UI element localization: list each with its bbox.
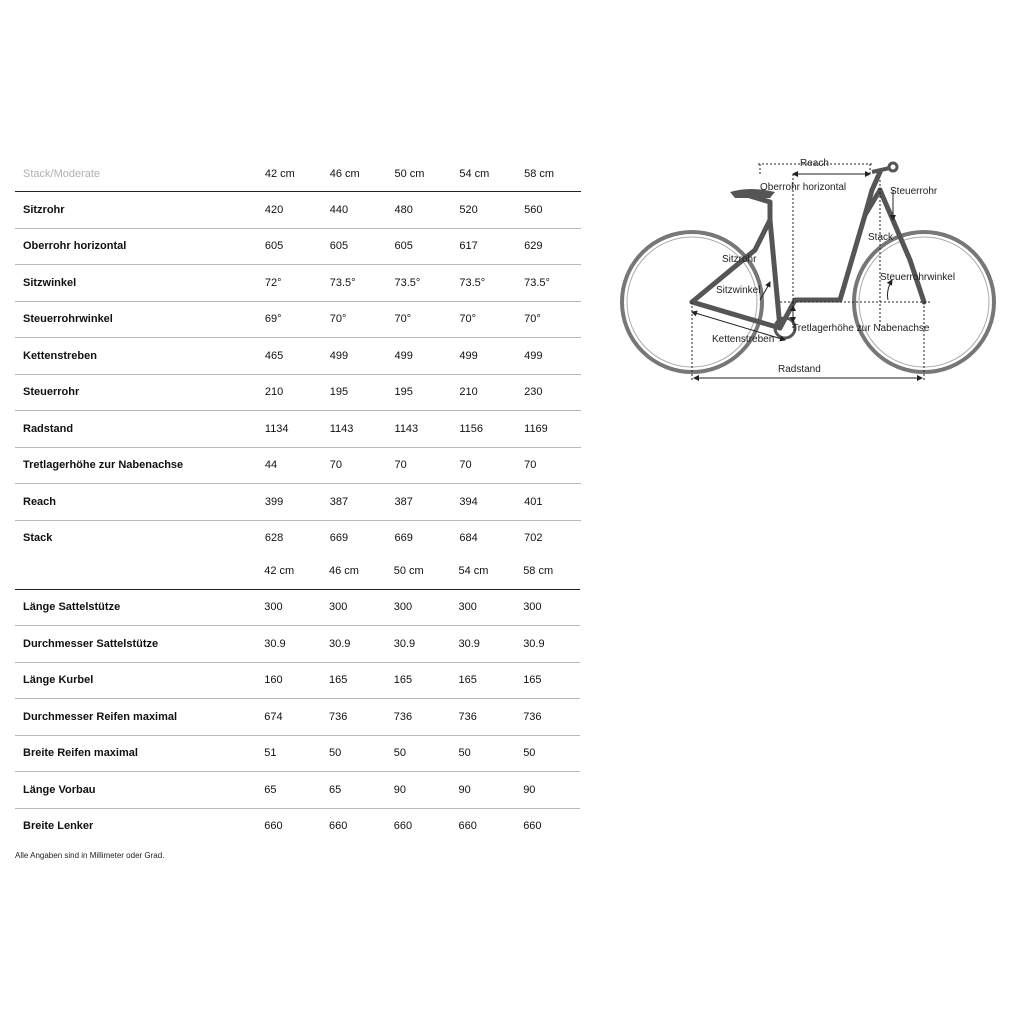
table-row	[15, 772, 580, 809]
cell-value: 70°	[322, 301, 387, 338]
cell-value: 65	[256, 772, 321, 809]
components-table-body	[15, 553, 580, 844]
row-label: Länge Vorbau	[15, 772, 256, 809]
cell-value: 499	[516, 338, 581, 375]
cell-value: 674	[256, 699, 321, 736]
label-sitzrohr: Sitzrohr	[722, 254, 757, 265]
cell-value: 165	[386, 662, 451, 699]
row-label: Durchmesser Reifen maximal	[15, 699, 256, 736]
table-row	[15, 626, 580, 663]
column-header: 54 cm	[451, 157, 516, 192]
table-row	[15, 301, 581, 338]
row-label: Durchmesser Sattelstütze	[15, 626, 256, 663]
table-row	[15, 699, 580, 736]
cell-value: 736	[515, 699, 580, 736]
cell-value: 30.9	[515, 626, 580, 663]
cell-value: 70°	[451, 301, 516, 338]
cell-value: 50	[321, 735, 386, 772]
cell-value: 165	[321, 662, 386, 699]
row-label: Steuerrohr	[15, 374, 257, 411]
cell-value: 394	[451, 484, 516, 521]
cell-value: 65	[321, 772, 386, 809]
table-row	[15, 265, 581, 302]
cell-value: 440	[322, 192, 387, 229]
table-header-spacer	[15, 553, 256, 589]
row-label: Breite Lenker	[23, 820, 94, 833]
cell-value: 90	[515, 772, 580, 809]
cell-value: 660	[458, 820, 477, 833]
cell-value: 70°	[516, 301, 581, 338]
geometry-table	[15, 157, 581, 556]
cell-value: 195	[387, 374, 452, 411]
cell-value: 73.5°	[387, 265, 452, 302]
cell-value: 70	[516, 447, 581, 484]
row-label: Länge Kurbel	[15, 662, 256, 699]
row-label: Radstand	[15, 411, 257, 448]
column-header: 46 cm	[322, 157, 387, 192]
cell-value: 44	[257, 447, 322, 484]
cell-value: 465	[257, 338, 322, 375]
cell-value: 669	[329, 532, 349, 545]
cell-value: 70	[387, 447, 452, 484]
table-row	[15, 192, 581, 229]
cell-value: 50	[450, 735, 515, 772]
cell-value: 90	[450, 772, 515, 809]
handlebar	[872, 163, 897, 172]
cell-value: 73.5°	[451, 265, 516, 302]
cell-value: 684	[459, 532, 478, 545]
cell-value: 387	[322, 484, 387, 521]
row-label: Tretlagerhöhe zur Nabenachse	[15, 447, 257, 484]
row-label: Sitzwinkel	[15, 265, 257, 302]
cell-value: 73.5°	[322, 265, 387, 302]
cell-value: 69°	[257, 301, 322, 338]
cell-value: 660	[328, 820, 348, 833]
cell-value: 30.9	[256, 626, 321, 663]
cell-value: 1143	[387, 411, 452, 448]
column-header: 42 cm	[257, 157, 322, 192]
cell-value: 165	[450, 662, 515, 699]
label-reach: Reach	[800, 158, 829, 169]
cell-value: 660	[523, 820, 542, 833]
table-row	[15, 735, 580, 772]
table-row	[15, 484, 581, 521]
cell-value: 480	[387, 192, 452, 229]
cell-value: 387	[387, 484, 452, 521]
components-table	[15, 553, 580, 844]
cell-value: 195	[322, 374, 387, 411]
cell-value: 90	[386, 772, 451, 809]
cell-value: 605	[257, 228, 322, 265]
footnote: Alle Angaben sind in Millimeter oder Grad.	[15, 851, 165, 860]
column-header: 42 cm	[256, 553, 321, 589]
cell-value: 702	[524, 532, 543, 545]
row-label: Länge Sattelstütze	[15, 589, 256, 626]
label-radstand: Radstand	[778, 364, 821, 375]
label-stack: Stack	[868, 232, 894, 243]
cell-value: 669	[394, 532, 413, 545]
row-label: Reach	[15, 484, 257, 521]
cell-value: 401	[516, 484, 581, 521]
cell-value: 736	[386, 699, 451, 736]
label-steuerrohr: Steuerrohr	[890, 186, 938, 197]
cell-value: 210	[257, 374, 322, 411]
cell-value: 660	[264, 820, 283, 833]
table-row	[15, 374, 581, 411]
bike-geometry-diagram	[610, 150, 1005, 390]
cell-value: 499	[387, 338, 452, 375]
row-label: Steuerrohrwinkel	[15, 301, 257, 338]
column-header: 58 cm	[515, 553, 580, 589]
geometry-table-body	[15, 157, 581, 556]
cell-value: 660	[393, 820, 413, 833]
cell-value: 520	[451, 192, 516, 229]
cell-value: 617	[451, 228, 516, 265]
label-oberrohr-horizontal: Oberrohr horizontal	[760, 182, 847, 193]
table-row	[15, 228, 581, 265]
label-kettenstreben: Kettenstreben	[712, 334, 775, 345]
cell-value: 50	[515, 735, 580, 772]
cell-value: 1169	[516, 411, 581, 448]
cell-value: 73.5°	[516, 265, 581, 302]
cell-value: 399	[257, 484, 322, 521]
table-row	[15, 520, 581, 556]
cell-value: 72°	[257, 265, 322, 302]
column-header: 54 cm	[450, 553, 515, 589]
cell-value: 1143	[322, 411, 387, 448]
cell-value: 1156	[451, 411, 516, 448]
column-header: 58 cm	[516, 157, 581, 192]
cell-value: 230	[516, 374, 581, 411]
cell-value: 70	[322, 447, 387, 484]
column-header: 46 cm	[321, 553, 386, 589]
cell-value: 605	[322, 228, 387, 265]
label-steuerrohrwinkel: Steuerrohrwinkel	[880, 272, 956, 283]
cell-value: 30.9	[450, 626, 515, 663]
cell-value: 499	[451, 338, 516, 375]
table-header-row	[15, 553, 580, 589]
row-label: Oberrohr horizontal	[15, 228, 257, 265]
cell-value: 1134	[257, 411, 322, 448]
label-sitzwinkel: Sitzwinkel	[716, 285, 761, 296]
cell-value: 300	[321, 589, 386, 626]
cell-value: 628	[264, 532, 284, 545]
table-header-row	[15, 157, 581, 192]
row-label: Sitzrohr	[15, 192, 257, 229]
table-row	[15, 447, 581, 484]
cell-value: 165	[515, 662, 580, 699]
table-row	[15, 338, 581, 375]
cell-value: 160	[256, 662, 321, 699]
cell-value: 210	[451, 374, 516, 411]
cell-value: 70	[451, 447, 516, 484]
cell-value: 30.9	[321, 626, 386, 663]
cell-value: 499	[322, 338, 387, 375]
cell-value: 420	[257, 192, 322, 229]
cell-value: 736	[321, 699, 386, 736]
cell-value: 300	[256, 589, 321, 626]
cell-value: 300	[450, 589, 515, 626]
cell-value: 70°	[387, 301, 452, 338]
table-title: Stack/Moderate	[15, 157, 257, 192]
cell-value: 605	[387, 228, 452, 265]
row-label: Breite Reifen maximal	[15, 735, 256, 772]
row-label: Kettenstreben	[15, 338, 257, 375]
cell-value: 629	[516, 228, 581, 265]
table-row	[15, 662, 580, 699]
row-label: Stack	[23, 532, 53, 545]
cell-value: 300	[515, 589, 580, 626]
cell-value: 736	[450, 699, 515, 736]
cell-value: 30.9	[386, 626, 451, 663]
cell-value: 51	[256, 735, 321, 772]
table-row	[15, 411, 581, 448]
column-header: 50 cm	[387, 157, 452, 192]
cell-value: 50	[386, 735, 451, 772]
cell-value: 560	[516, 192, 581, 229]
cell-value: 300	[386, 589, 451, 626]
table-row	[15, 808, 580, 844]
label-tretlagerhoehe: Tretlagerhöhe zur Nabenachse	[792, 323, 930, 334]
column-header: 50 cm	[386, 553, 451, 589]
table-row	[15, 589, 580, 626]
